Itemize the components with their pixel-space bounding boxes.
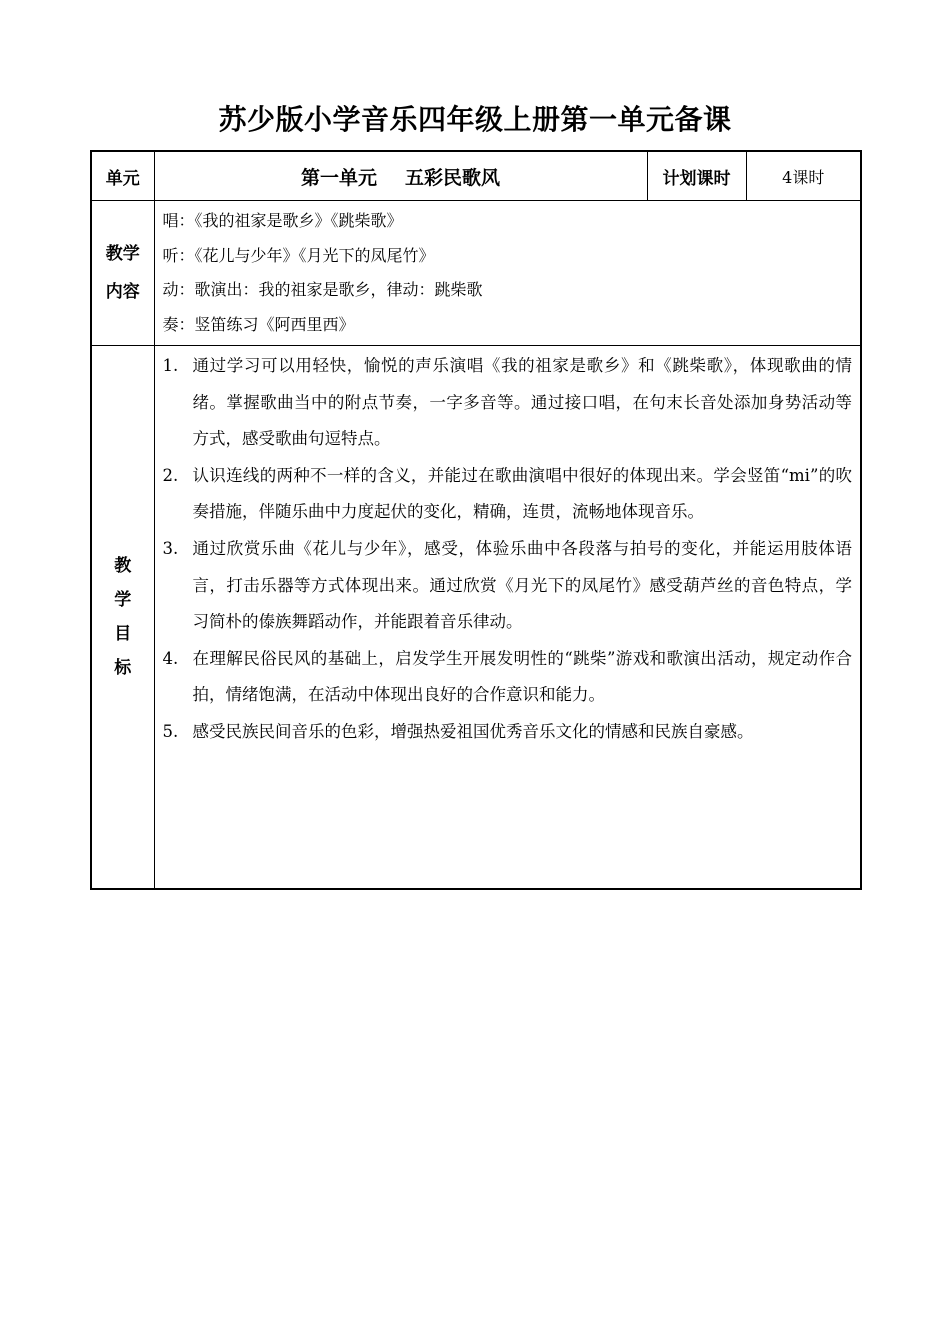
goal-text: 通过欣赏乐曲《花儿与少年》，感受，体验乐曲中各段落与拍号的变化，并能运用肢体语言，打击乐器等方式体现出来。通过欣赏《月光下的凤尾竹》感受葫芦丝的音色特点，学习简朴的傣族舞蹈动作，并能跟着音乐律动。 bbox=[192, 538, 852, 632]
goal-item bbox=[163, 531, 853, 641]
goal-item bbox=[163, 458, 853, 531]
content-line-move: 动：歌演出：我的祖家是歌乡，律动：跳柴歌 bbox=[162, 280, 483, 299]
unit-name-cell bbox=[154, 151, 647, 201]
content-label-cell bbox=[91, 201, 154, 346]
content-row bbox=[91, 201, 861, 346]
planned-hours-label: 计划课时 bbox=[662, 168, 731, 189]
goal-number: 4. bbox=[162, 648, 179, 668]
goals-label-char: 目 bbox=[114, 624, 132, 644]
content-cell bbox=[154, 201, 861, 346]
unit-number: 第一单元 bbox=[300, 166, 377, 189]
goal-text: 感受民族民间音乐的色彩，增强热爱祖国优秀音乐文化的情感和民族自豪感。 bbox=[192, 721, 754, 741]
unit-label-cell bbox=[91, 151, 154, 201]
planned-hours-label-cell bbox=[647, 151, 746, 201]
goals-label-char: 教 bbox=[114, 556, 132, 576]
goals-label-char: 学 bbox=[114, 590, 132, 610]
planned-hours-value-cell bbox=[746, 151, 861, 201]
unit-label: 单元 bbox=[105, 168, 140, 189]
goal-number: 5. bbox=[162, 721, 179, 741]
goal-item bbox=[163, 348, 853, 458]
content-label-line: 内容 bbox=[105, 282, 140, 302]
goals-cell bbox=[154, 346, 861, 890]
goal-number: 3. bbox=[162, 538, 179, 558]
goal-item bbox=[163, 641, 853, 714]
goal-item bbox=[163, 714, 853, 751]
goal-text: 通过学习可以用轻快，愉悦的声乐演唱《我的祖家是歌乡》和《跳柴歌》，体现歌曲的情绪。掌握歌曲当中的附点节奏，一字多音等。通过接口唱，在句末长音处添加身势活动等方式，感受歌曲句逗特点。 bbox=[192, 356, 852, 449]
goals-row bbox=[91, 346, 861, 890]
document-title: 苏少版小学音乐四年级上册第一单元备课 bbox=[218, 103, 732, 136]
unit-row bbox=[91, 151, 861, 201]
content-line-listen: 听：《花儿与少年》《月光下的凤尾竹》 bbox=[162, 245, 435, 265]
goal-number: 2. bbox=[162, 465, 179, 485]
content-line-sing: 唱：《我的祖家是歌乡》《跳柴歌》 bbox=[162, 211, 403, 230]
content-line-play: 奏：竖笛练习《阿西里西》 bbox=[162, 314, 355, 334]
goal-text: 认识连线的两种不一样的含义，并能过在歌曲演唱中很好的体现出来。学会竖笛“mi”的吹奏措施，伴随乐曲中力度起伏的变化，精确，连贯，流畅地体现音乐。 bbox=[192, 465, 852, 522]
goal-number: 1. bbox=[162, 356, 179, 375]
lesson-plan-table bbox=[90, 150, 862, 890]
planned-hours-value: 4课时 bbox=[782, 167, 825, 187]
goals-label-cell bbox=[91, 346, 154, 890]
goal-text: 在理解民俗民风的基础上，启发学生开展发明性的“跳柴”游戏和歌演出活动，规定动作合拍，情绪饱满，在活动中体现出良好的合作意识和能力。 bbox=[192, 648, 852, 705]
goals-label-char: 标 bbox=[114, 658, 132, 678]
content-label-line: 教学 bbox=[105, 244, 140, 264]
unit-theme: 五彩民歌风 bbox=[405, 166, 501, 189]
